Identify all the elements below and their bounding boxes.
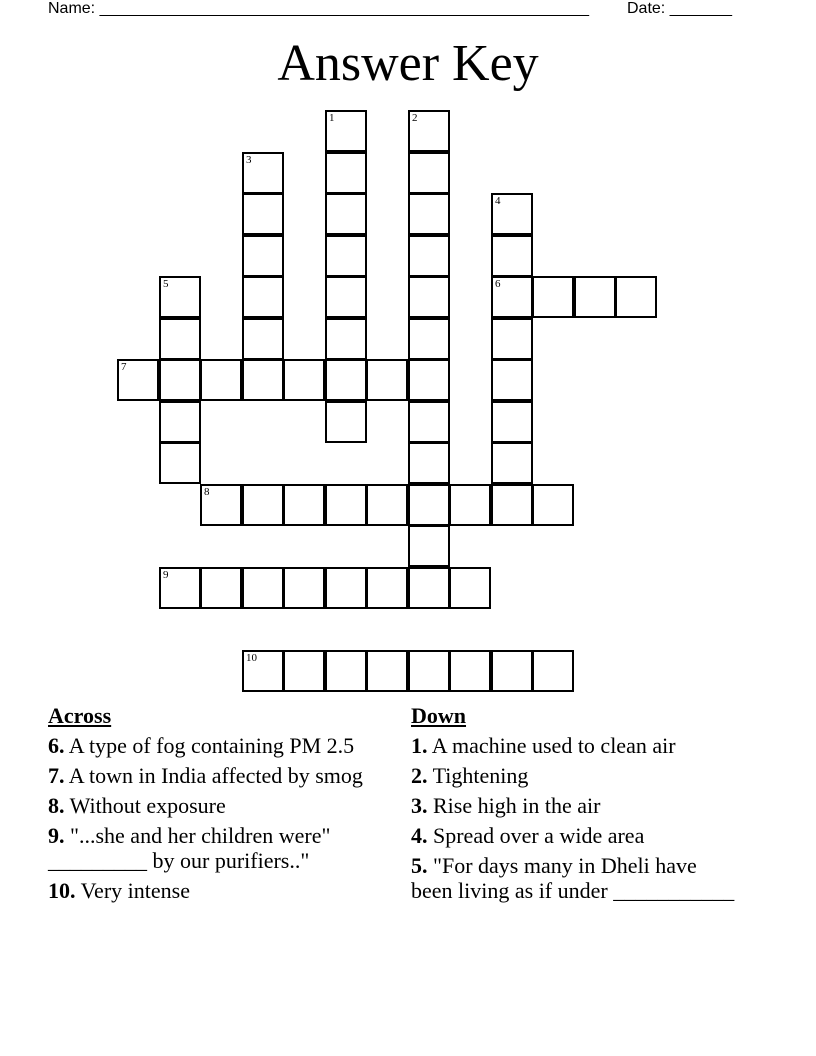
- date-field: Date: _______: [627, 0, 732, 17]
- cell-number: 1: [329, 112, 335, 124]
- crossword-cell[interactable]: [159, 567, 201, 609]
- crossword-cell[interactable]: [325, 235, 367, 277]
- across-heading: Across: [48, 703, 112, 728]
- crossword-cell[interactable]: [283, 567, 325, 609]
- crossword-cell[interactable]: [117, 359, 159, 401]
- cell-number: 10: [246, 652, 257, 664]
- crossword-cell[interactable]: [408, 152, 450, 194]
- crossword-cell[interactable]: [242, 359, 284, 401]
- clue-number: 9.: [48, 823, 65, 848]
- crossword-cell[interactable]: [491, 318, 533, 360]
- crossword-cell[interactable]: [325, 650, 367, 692]
- clue-across-9: [48, 823, 378, 873]
- clue-down-4: [411, 823, 741, 848]
- clue-text: A type of fog containing PM 2.5: [68, 733, 355, 758]
- cell-number: 4: [495, 195, 501, 207]
- crossword-cell[interactable]: [242, 567, 284, 609]
- crossword-cell[interactable]: [491, 401, 533, 443]
- crossword-cell[interactable]: [325, 193, 367, 235]
- crossword-cell[interactable]: [408, 193, 450, 235]
- cell-number: 8: [204, 486, 210, 498]
- clue-across-8: [48, 793, 378, 818]
- clue-down-2: [411, 763, 741, 788]
- crossword-cell[interactable]: [159, 318, 201, 360]
- crossword-cell[interactable]: [491, 276, 533, 318]
- clue-text: "...she and her children were" _________ by our purifiers..": [48, 823, 331, 873]
- clue-number: 5.: [411, 853, 428, 878]
- crossword-cell[interactable]: [283, 484, 325, 526]
- across-clues: [48, 703, 378, 908]
- crossword-cell[interactable]: [325, 484, 367, 526]
- crossword-cell[interactable]: [574, 276, 616, 318]
- clue-across-10: [48, 878, 378, 903]
- cell-number: 9: [163, 569, 169, 581]
- clue-text: "For days many in Dheli have been living as if under ___________: [411, 853, 735, 903]
- clue-text: A machine used to clean air: [431, 733, 676, 758]
- crossword-cell[interactable]: [366, 650, 408, 692]
- crossword-cell[interactable]: [242, 235, 284, 277]
- crossword-cell[interactable]: [491, 484, 533, 526]
- clue-down-3: [411, 793, 741, 818]
- crossword-cell[interactable]: [200, 484, 242, 526]
- crossword-cell[interactable]: [242, 318, 284, 360]
- crossword-cell[interactable]: [283, 650, 325, 692]
- crossword-cell[interactable]: [242, 276, 284, 318]
- crossword-cell[interactable]: [325, 276, 367, 318]
- crossword-cell[interactable]: [408, 110, 450, 152]
- clue-number: 2.: [411, 763, 428, 788]
- cell-number: 6: [495, 278, 501, 290]
- cell-number: 3: [246, 154, 252, 166]
- crossword-cell[interactable]: [408, 525, 450, 567]
- crossword-cell[interactable]: [242, 484, 284, 526]
- clue-number: 1.: [411, 733, 428, 758]
- crossword-cell[interactable]: [242, 152, 284, 194]
- clue-across-7: [48, 763, 378, 788]
- crossword-cell[interactable]: [491, 193, 533, 235]
- crossword-cell[interactable]: [491, 650, 533, 692]
- crossword-cell[interactable]: [325, 359, 367, 401]
- clue-number: 6.: [48, 733, 65, 758]
- crossword-cell[interactable]: [325, 152, 367, 194]
- crossword-cell[interactable]: [491, 359, 533, 401]
- crossword-cell[interactable]: [325, 110, 367, 152]
- crossword-cell[interactable]: [408, 318, 450, 360]
- crossword-cell[interactable]: [200, 567, 242, 609]
- crossword-cell[interactable]: [449, 567, 491, 609]
- crossword-cell[interactable]: [325, 318, 367, 360]
- crossword-cell[interactable]: [325, 567, 367, 609]
- crossword-cell[interactable]: [366, 567, 408, 609]
- crossword-cell[interactable]: [532, 276, 574, 318]
- crossword-cell[interactable]: [615, 276, 657, 318]
- cell-number: 2: [412, 112, 418, 124]
- page-title: Answer Key: [277, 35, 539, 92]
- clue-number: 8.: [48, 793, 65, 818]
- clue-number: 10.: [48, 878, 76, 903]
- crossword-cell[interactable]: [491, 235, 533, 277]
- crossword-cell[interactable]: [408, 359, 450, 401]
- clue-number: 4.: [411, 823, 428, 848]
- clue-number: 3.: [411, 793, 428, 818]
- crossword-cell[interactable]: [242, 193, 284, 235]
- crossword-cell[interactable]: [242, 650, 284, 692]
- crossword-cell[interactable]: [283, 359, 325, 401]
- crossword-cell[interactable]: [449, 650, 491, 692]
- clue-text: Spread over a wide area: [433, 823, 645, 848]
- crossword-cell[interactable]: [366, 484, 408, 526]
- clue-number: 7.: [48, 763, 65, 788]
- clue-down-1: [411, 733, 741, 758]
- clue-text: Rise high in the air: [433, 793, 601, 818]
- crossword-cell[interactable]: [408, 401, 450, 443]
- clue-text: Without exposure: [69, 793, 226, 818]
- crossword-cell[interactable]: [408, 235, 450, 277]
- cell-number: 7: [121, 361, 127, 373]
- clue-text: Very intense: [80, 878, 190, 903]
- clue-down-5: [411, 853, 741, 903]
- clue-text: A town in India affected by smog: [68, 763, 363, 788]
- cell-number: 5: [163, 278, 169, 290]
- crossword-cell[interactable]: [532, 650, 574, 692]
- crossword-cell[interactable]: [159, 442, 201, 484]
- crossword-cell[interactable]: [408, 442, 450, 484]
- crossword-cell[interactable]: [449, 484, 491, 526]
- clue-across-6: [48, 733, 378, 758]
- crossword-cell[interactable]: [200, 359, 242, 401]
- crossword-cell[interactable]: [408, 484, 450, 526]
- crossword-cell[interactable]: [408, 650, 450, 692]
- name-field: Name: _______________________________________________________: [48, 0, 589, 17]
- down-clues: [411, 703, 741, 908]
- crossword-cell[interactable]: [159, 276, 201, 318]
- down-heading: Down: [411, 703, 467, 728]
- crossword-cell[interactable]: [159, 401, 201, 443]
- crossword-cell[interactable]: [325, 401, 367, 443]
- crossword-cell[interactable]: [366, 359, 408, 401]
- crossword-cell[interactable]: [532, 484, 574, 526]
- crossword-cell[interactable]: [408, 276, 450, 318]
- crossword-cell[interactable]: [491, 442, 533, 484]
- crossword-cell[interactable]: [159, 359, 201, 401]
- crossword-cell[interactable]: [408, 567, 450, 609]
- clue-text: Tightening: [432, 763, 529, 788]
